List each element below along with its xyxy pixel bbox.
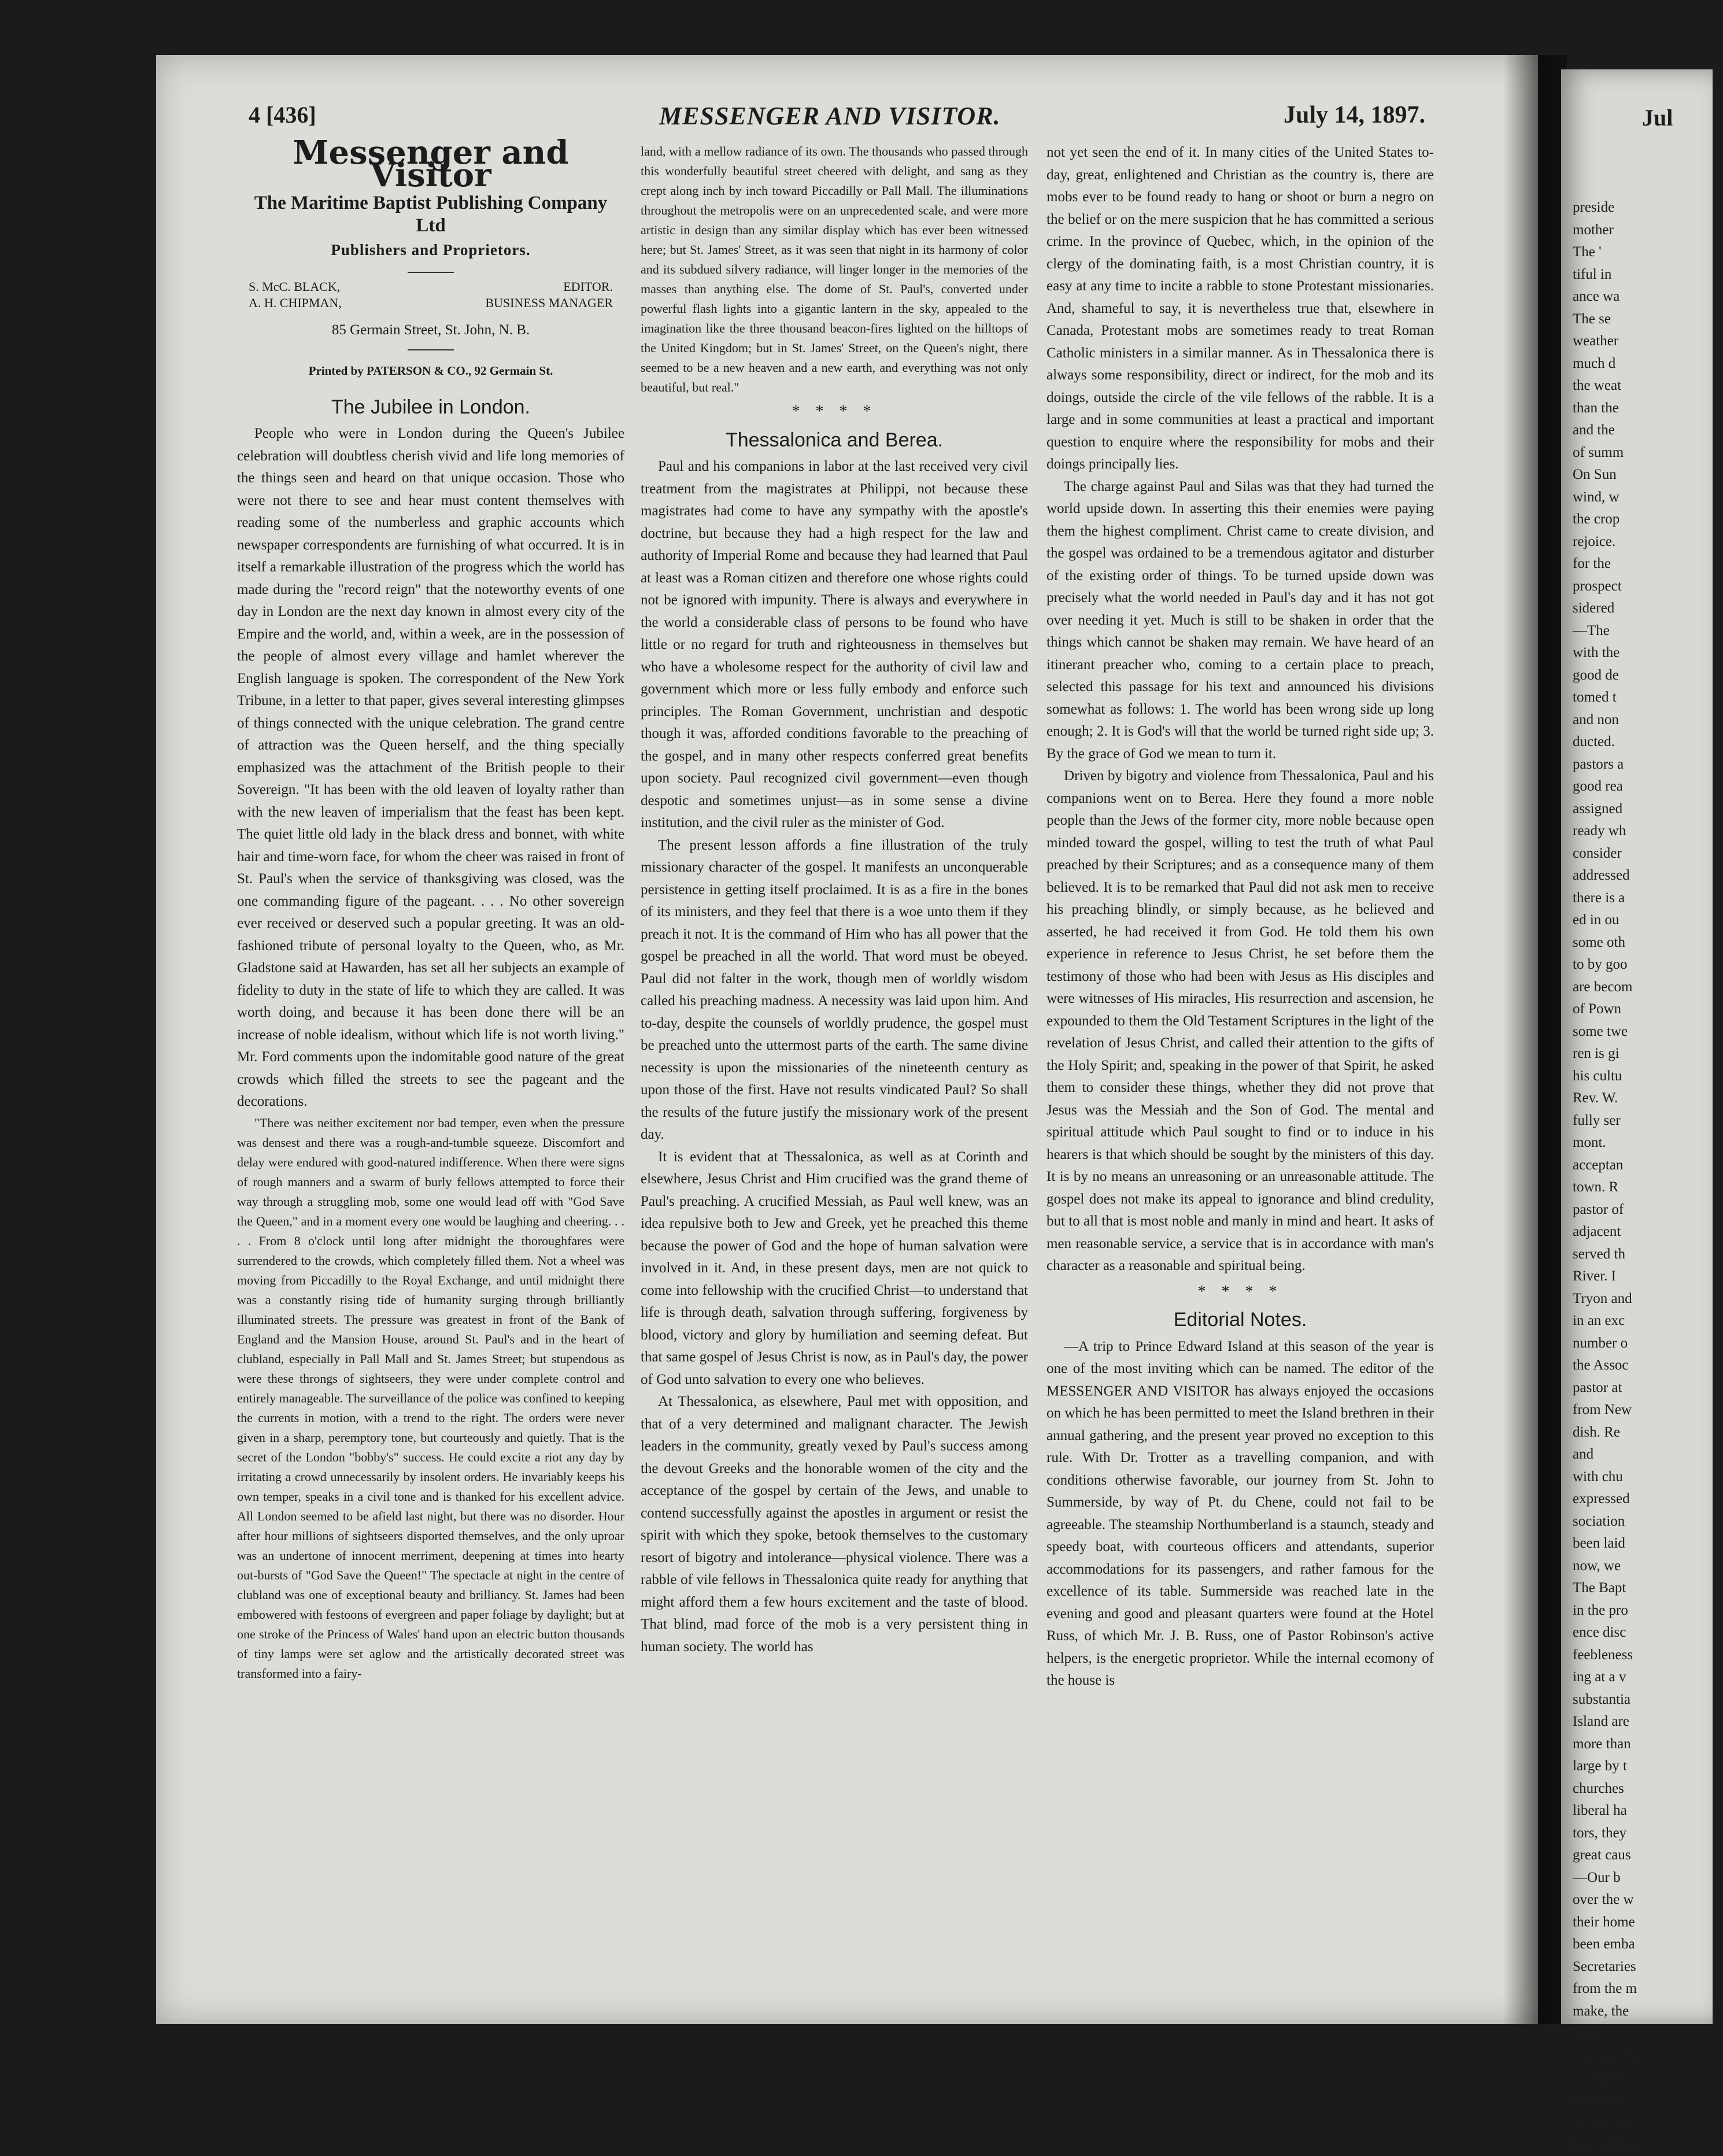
adjacent-page-line: than the — [1573, 397, 1723, 420]
adjacent-page-line: pastor of — [1573, 1199, 1723, 1221]
adjacent-page-line: The se — [1573, 308, 1723, 331]
staff-role: EDITOR. — [563, 279, 613, 295]
column-3 — [1047, 142, 1434, 1692]
adjacent-page-line: served th — [1573, 1243, 1723, 1266]
adjacent-page-line: number o — [1573, 1332, 1723, 1355]
adjacent-page-line: ence disc — [1573, 1622, 1723, 1644]
article-paragraph: The present lesson affords a fine illustration of the truly missionary character of the gospel. It manifests an unconquerable persistence in getting itself proclaimed. It is as a fire in the bones of its ministers, and they feel that there is a woe unto them if they preach it not. It is the command of Him who has all power that the gospel be preached in all the world. That word must be obeyed. Paul did not falter in the work, though men of worldly wisdom called his preaching madness. A necessity was laid upon him. And to-day, despite the counsels of worldly prudence, the gospel must be preached unto the uttermost parts of the earth. The same divine necessity is upon the missionaries of the nineteenth century as upon those of the first. Have not results vindicated Paul? So shall the results of the future justify the missionary work of the present day. — [641, 835, 1028, 1146]
bracket-number: [436] — [266, 102, 316, 128]
adjacent-page — [1561, 69, 1713, 2024]
adjacent-page-line: ren is gi — [1573, 1043, 1723, 1065]
adjacent-page-line: The ' — [1573, 241, 1723, 264]
adjacent-page-line: in the pro — [1573, 1600, 1723, 1622]
adjacent-page-line: Of this am — [1573, 2111, 1723, 2134]
adjacent-page-column — [1573, 197, 1723, 2156]
staff-role: BUSINESS MANAGER — [485, 295, 613, 311]
adjacent-page-line: preside — [1573, 197, 1723, 219]
adjacent-page-line: been emba — [1573, 1933, 1723, 1956]
issue-date: July 14, 1897. — [1284, 101, 1425, 129]
adjacent-page-line: the Americ — [1573, 2067, 1723, 2089]
adjacent-page-line: assigned — [1573, 798, 1723, 821]
article-paragraph: People who were in London during the Queen's Jubilee celebration will doubtless cherish vivid and life long memories of the things seen and heard on that unique occasion. Those who were not there to see and hear must content themselves with reading some of the numberless and graphic accounts which newspaper correspondents are furnishing of what occurred. It is in itself a remarkable illustration of the progress which the world has made during the "record reign" that the noteworthy events of one day in London are the next day known in almost every city of the Empire and the world, and, within a week, are in the possession of the people of almost every village and hamlet wherever the English language is spoken. The correspondent of the New York Tribune, in a letter to that paper, gives several interesting glimpses of things connected with the unique celebration. The grand centre of attraction was the Queen herself, and the thing specially emphasized was the attachment of the British people to their Sovereign. "It has been with the old leaven of loyalty rather than with the new leaven of imperialism that the feast has been kept. The quiet little old lady in the black dress and bonnet, with white hair and time-worn face, for whom the cheer was raised in front of St. Paul's when the service of thanksgiving was closed, was the one commanding figure of the pageant. . . . No other sovereign ever received or deserved such a popular greeting. It was an old-fashioned tribute of personal loyalty to the Queen, who, as Mr. Gladstone said at Hawarden, has set all her subjects an example of fidelity to duty in the state of life to which they are called. It was worth doing, and because it has been done there will be an increase of noble idealism, without which life is not worth living." Mr. Ford comments upon the indomitable good nature of the great crowds which filled the streets to see the pageant and the decorations. — [237, 423, 624, 1113]
adjacent-page-line: sidered — [1573, 597, 1723, 620]
adjacent-page-line: Rev. W. — [1573, 1087, 1723, 1110]
adjacent-page-line: sociation — [1573, 1511, 1723, 1533]
running-title: MESSENGER AND VISITOR. — [659, 101, 1001, 131]
column-1 — [237, 142, 624, 1684]
adjacent-page-line: mont. — [1573, 1132, 1723, 1154]
adjacent-page-line: been laid — [1573, 1533, 1723, 1555]
page-number-value: 4 — [249, 102, 260, 128]
publisher-address: 85 Germain Street, St. John, N. B. — [237, 319, 624, 342]
company-name: The Maritime Baptist Publishing Company Ltd — [237, 192, 624, 237]
adjacent-page-line: good de — [1573, 664, 1723, 687]
adjacent-page-line: ance wa — [1573, 286, 1723, 308]
adjacent-page-line: and non — [1573, 709, 1723, 732]
adjacent-page-line: addressed — [1573, 865, 1723, 887]
adjacent-page-line: prospect — [1573, 575, 1723, 598]
staff-business-manager — [237, 295, 624, 311]
adjacent-page-line: ing at a v — [1573, 1666, 1723, 1689]
adjacent-page-line: Island are — [1573, 1711, 1723, 1733]
adjacent-page-line: pastors a — [1573, 754, 1723, 776]
adjacent-page-line: over the w — [1573, 1889, 1723, 1911]
adjacent-page-line: ducted. — [1573, 731, 1723, 754]
page-number — [249, 101, 316, 128]
adjacent-page-line: feebleness — [1573, 1644, 1723, 1667]
adjacent-page-line: for the — [1573, 553, 1723, 575]
column-2 — [641, 142, 1028, 1658]
page-fold-shadow — [1503, 55, 1567, 2024]
adjacent-page-line: of Pown — [1573, 998, 1723, 1021]
adjacent-page-line: the crop — [1573, 508, 1723, 531]
adjacent-page-line: wind, w — [1573, 486, 1723, 509]
adjacent-page-line: ready wh — [1573, 820, 1723, 843]
adjacent-page-line: expressed — [1573, 1488, 1723, 1511]
adjacent-page-line: mother — [1573, 219, 1723, 242]
article-paragraph: The charge against Paul and Silas was that they had turned the world upside down. In asserting this their enemies were paying them the highest compliment. Christ came to create division, and the gospel was ordained to be a tremendous agitator and disturber of the existing order of things. To be turned upside down was precisely what the world needed in Paul's day and it has not got over needing it yet. Much is still to be shaken in order that the things which cannot be shaken may remain. We have heard of an itinerant preacher who, coming to a certain place to preach, selected this passage for his text and announced his divisions somewhat as follows: 1. The world has been wrong side up long enough; 2. It is God's will that the world be turned right side up; 3. By the grace of God we mean to turn it. — [1047, 476, 1434, 766]
adjacent-page-line: tomed t — [1573, 686, 1723, 709]
adjacent-page-line: great caus — [1573, 1844, 1723, 1867]
section-divider-stars: * * * * — [1047, 1281, 1434, 1304]
adjacent-page-line: his cultu — [1573, 1065, 1723, 1088]
adjacent-page-line: with the — [1573, 642, 1723, 664]
adjacent-page-line: from New — [1573, 1399, 1723, 1422]
staff-name: A. H. CHIPMAN, — [249, 295, 342, 311]
adjacent-page-line: liberal ha — [1573, 1800, 1723, 1822]
article-paragraph: not yet seen the end of it. In many cities of the United States to-day, great, enlightened and Christian as the country is, there are mobs ever to be found ready to hang or shoot or burn a negro on the belief or on the mere suspicion that he has committed a serious crime. In the province of Quebec, which, in the opinion of the clergy of the dominating faith, is a most Christian country, it is easy at any time to incite a rabble to stone Protestant missionaries. And, shameful to say, it is nevertheless true that, elsewhere in Canada, Protestant mobs are sometimes ready to treat Roman Catholic ministers in a similar manner. As in Thessalonica there is always some responsibility, direct or indirect, for the mob and its doings, outside the circle of the vile fellows of the rabble. It is a large and in some communities at least a practical and important question to enquire where the responsibility for mobs and their doings principally lies. — [1047, 142, 1434, 476]
adjacent-page-line: in an exc — [1573, 1310, 1723, 1332]
adjacent-page-line: rejoice. — [1573, 531, 1723, 553]
article-title-editorial-notes: Editorial Notes. — [1047, 1309, 1434, 1331]
adjacent-page-line: the Assoc — [1573, 1354, 1723, 1377]
adjacent-page-line: make, the — [1573, 2000, 1723, 2023]
masthead-title: Messenger and Visitor — [237, 142, 624, 186]
adjacent-page-line: —were " — [1573, 2022, 1723, 2045]
adjacent-page-line: adjacent — [1573, 1221, 1723, 1243]
article-title-thessalonica: Thessalonica and Berea. — [641, 429, 1028, 452]
adjacent-page-line: weather — [1573, 330, 1723, 353]
article-paragraph: Paul and his companions in labor at the last received very civil treatment from the magistrates at Philippi, not because these magistrates had come to have any sympathy with the apostle's doctrine, but because they had a high respect for the law and authority of Imperial Rome and because they had learned that Paul at least was a Roman citizen and therefore one whose rights could not be ignored with impunity. There is always and everywhere in the world a considerable class of persons to be found who have little or no regard for truth and righteousness in themselves but who have a wholesome respect for the authority of civil law and government which more or less fully embody and enforce such principles. The Roman Government, unchristian and despotic though it was, afforded conditions favorable to the preaching of the gospel, and in many other respects conferred great benefits upon society. Paul recognized civil government—even though despotic and sometimes unjust—as in some sense a divine institution, and the civil ruler as the minister of God. — [641, 456, 1028, 835]
divider — [408, 349, 454, 350]
adjacent-page-line: estimated — [1573, 2089, 1723, 2112]
adjacent-page-line: The Bapt — [1573, 1577, 1723, 1600]
adjacent-page-line: there is a — [1573, 887, 1723, 910]
adjacent-page-line: —Our b — [1573, 1867, 1723, 1889]
staff-editor — [237, 279, 624, 295]
adjacent-page-line: now, we — [1573, 1555, 1723, 1578]
adjacent-page-line: acceptan — [1573, 1154, 1723, 1177]
adjacent-page-header: Jul — [1642, 104, 1673, 131]
adjacent-page-line: from the m — [1573, 1978, 1723, 2000]
adjacent-page-line: debts of the — [1573, 2045, 1723, 2068]
article-paragraph: land, with a mellow radiance of its own. The thousands who passed through this wonderfully beautiful street cheered with delight, and sang as they crept along inch by inch toward Piccadilly or Pall Mall. The illuminations throughout the metropolis were on an unprecedented scale, and were more artistic in design than any similar display which has ever been witnessed here; but St. James' Street, as it was seen that night in its harmony of color and its subdued silvery radiance, will linger longer in the memories of the masses than anything else. The dome of St. Paul's, converted under powerful flash lights into a gigantic lantern in the sky, appealed to the imagination like the three thousand beacon-fires lighted on the hilltops of the United Kingdom; but in St. James' Street, on the Queen's night, there seemed to be a new heaven and a new earth, and everything was not only beautiful, but real." — [641, 142, 1028, 397]
adjacent-page-line: large by t — [1573, 1755, 1723, 1778]
adjacent-page-line: tors, they — [1573, 1822, 1723, 1845]
adjacent-page-line: consider — [1573, 843, 1723, 865]
article-paragraph: At Thessalonica, as elsewhere, Paul met with opposition, and that of a very determined and malignant character. The Jewish leaders in the community, greatly vexed by Paul's success among the devout Greeks and the honorable women of the city and the acceptance of the gospel by certain of the Jews, and unable to contend successfully against the apostles in argument or resist the spirit with which they spoke, betook themselves to the customary resort of bigotry and intolerance—physical violence. There was a rabble of vile fellows in Thessalonica quite ready for anything that might afford them a few hours excitement and the taste of blood. That blind, mad force of the mob is a very persistent thing in human society. The world has — [641, 1391, 1028, 1658]
section-divider-stars: * * * * — [641, 401, 1028, 423]
adjacent-page-line: some twe — [1573, 1021, 1723, 1043]
adjacent-page-line: and the — [1573, 419, 1723, 442]
article-paragraph: It is evident that at Thessalonica, as well as at Corinth and elsewhere, Jesus Christ and Him crucified was the grand theme of Paul's preaching. A crucified Messiah, as Paul well knew, was an idea repulsive both to Jew and Greek, yet he preached this theme because the power of God and the hope of human salvation were involved in it. And, in these present days, men are not quick to come into fellowship with the crucified Christ—to understand that life is through death, salvation through suffering, forgiveness by blood, victory and glory by humiliation and seeming defeat. But that same gospel of Jesus Christ is now, as in Paul's day, the power of God unto salvation to every one who believes. — [641, 1146, 1028, 1391]
adjacent-page-line: are becom — [1573, 976, 1723, 999]
article-title-jubilee: The Jubilee in London. — [237, 396, 624, 419]
article-paragraph: —A trip to Prince Edward Island at this season of the year is one of the most inviting which can be named. The editor of the MESSENGER AND VISITOR has always enjoyed the occasions on which he has been permitted to meet the Island brethren in their annual gathering, and the present year proved no exception to this rule. With Dr. Trotter as a travelling companion, and with conditions otherwise favorable, our journey from St. John to Summerside, by way of Pt. du Chene, could not fail to be agreeable. The steamship Northumberland is a staunch, steady and speedy boat, with courteous officers and attendants, superior accommodations for its passengers, and rather famous for the excellence of its table. Summerside was reached late in the evening and good and pleasant quarters were found at the Hotel Russ, of which Mr. J. B. Russ, one of Pastor Robinson's active helpers, is the energetic proprietor. While the internal ecomony of the house is — [1047, 1336, 1434, 1692]
adjacent-page-line: more than — [1573, 1733, 1723, 1756]
adjacent-page-line: churches — [1573, 1778, 1723, 1800]
adjacent-page-line: On Sun — [1573, 464, 1723, 486]
adjacent-page-line: their home — [1573, 1911, 1723, 1934]
adjacent-page-line: with chu — [1573, 1466, 1723, 1489]
article-paragraph: Driven by bigotry and violence from Thessalonica, Paul and his companions went on to Berea. Here they found a more noble people than the Jews of the former city, more noble because open minded toward the gospel, willing to test the truth of what Paul preached by their Scriptures; and as a consequence many of them believed. It is to be remarked that Paul did not ask men to receive his preaching blindly, or simply because, as he believed and asserted, he had received it from God. He told them his own experience in reference to Jesus Christ, he set before them the testimony of those who had been with Jesus as His disciples and were witnesses of His miracles, His resurrection and ascension, he expounded to them the Old Testament Scriptures in the light of the revelation of Jesus Christ, and called their attention to the gifts of the Holy Spirit; and, speaking in the power of that Spirit, he asked them to consider these things, whether they did not prove that Jesus was the Messiah and the Son of God. The mental and spiritual attitude which Paul sought to find or to induce in his hearers is that which should be sought by the ministers of this day. It is by no means an unreasoning or an unreasonable attitude. The gospel does not make its appeal to ignorance and blind credulity, but to all that is most noble and manly in mind and heart. It asks of men reasonable service, a service that is in accordance with man's character as a reasonable and spiritual being. — [1047, 765, 1434, 1278]
adjacent-page-line: good rea — [1573, 776, 1723, 798]
adjacent-page-line: town. R — [1573, 1176, 1723, 1199]
adjacent-page-line: of summ — [1573, 442, 1723, 464]
divider — [408, 272, 454, 273]
adjacent-page-line: Rockefeller — [1573, 2134, 1723, 2156]
article-paragraph: "There was neither excitement nor bad temper, even when the pressure was densest and there was a rough-and-tumble squeeze. Discomfort and delay were endured with good-natured indifference. When there were signs of rough manners and a swarm of burly fellows attempted to force their way through a struggling mob, some one would lead off with "God Save the Queen," and in a moment every one would be laughing and cheering. . . . . From 8 o'clock until long after midnight the thoroughfares were surrendered to the crowds, which completely filled them. Not a wheel was moving from Piccadilly to the Royal Exchange, and until midnight there was a constantly rising tide of humanity surging through brilliantly illuminated streets. The pressure was greatest in front of the Bank of England and the Mansion House, around St. Paul's and in the heart of clubland, especially in Pall Mall and St. James Street; but stupendous as were these throngs of sightseers, they were under complete control and entirely manageable. The surveillance of the police was confined to keeping the currents in motion, with a trend to the right. The orders were never given in a sharp, peremptory tone, but courteously and quietly. That is the secret of the London "bobby's" success. He could excite a riot any day by irritating a crowd unnecessarily by insolent orders. He invariably keeps his own temper, speaks in a civil tone and is thanked for his excellent advice. All London seemed to be afield last night, but there was no disorder. Hour after hour millions of sightseers disported themselves, and the only uproar was an undertone of innocent merriment, deepening at times into hearty out-bursts of "God Save the Queen!" The spectacle at night in the centre of clubland was one of exceptional beauty and brilliancy. St. James had been embowered with festoons of evergreen and paper foliage by daylight; but at one stroke of the Princess of Wales' hand upon an electric button thousands of tiny lamps were set aglow and the artistically decorated street was transformed into a fairy- — [237, 1113, 624, 1684]
adjacent-page-line: —The — [1573, 620, 1723, 643]
adjacent-page-line: some oth — [1573, 932, 1723, 954]
publishers-line: Publishers and Proprietors. — [237, 239, 624, 261]
adjacent-page-line: the weat — [1573, 375, 1723, 397]
printer-line: Printed by PATERSON & CO., 92 Germain St. — [237, 360, 624, 382]
adjacent-page-line: substantia — [1573, 1689, 1723, 1711]
adjacent-page-line: fully ser — [1573, 1110, 1723, 1132]
staff-name: S. McC. BLACK, — [249, 279, 340, 295]
adjacent-page-line: Secretaries — [1573, 1956, 1723, 1978]
adjacent-page-line: dish. Re — [1573, 1422, 1723, 1444]
adjacent-page-line: tiful in — [1573, 264, 1723, 286]
adjacent-page-line: and — [1573, 1444, 1723, 1466]
adjacent-page-line: to by goo — [1573, 954, 1723, 976]
newspaper-page — [156, 55, 1538, 2024]
adjacent-page-line: Tryon and — [1573, 1288, 1723, 1310]
adjacent-page-line: River. I — [1573, 1265, 1723, 1288]
adjacent-page-line: much d — [1573, 353, 1723, 375]
adjacent-page-line: pastor at — [1573, 1377, 1723, 1400]
adjacent-page-line: ed in ou — [1573, 909, 1723, 932]
